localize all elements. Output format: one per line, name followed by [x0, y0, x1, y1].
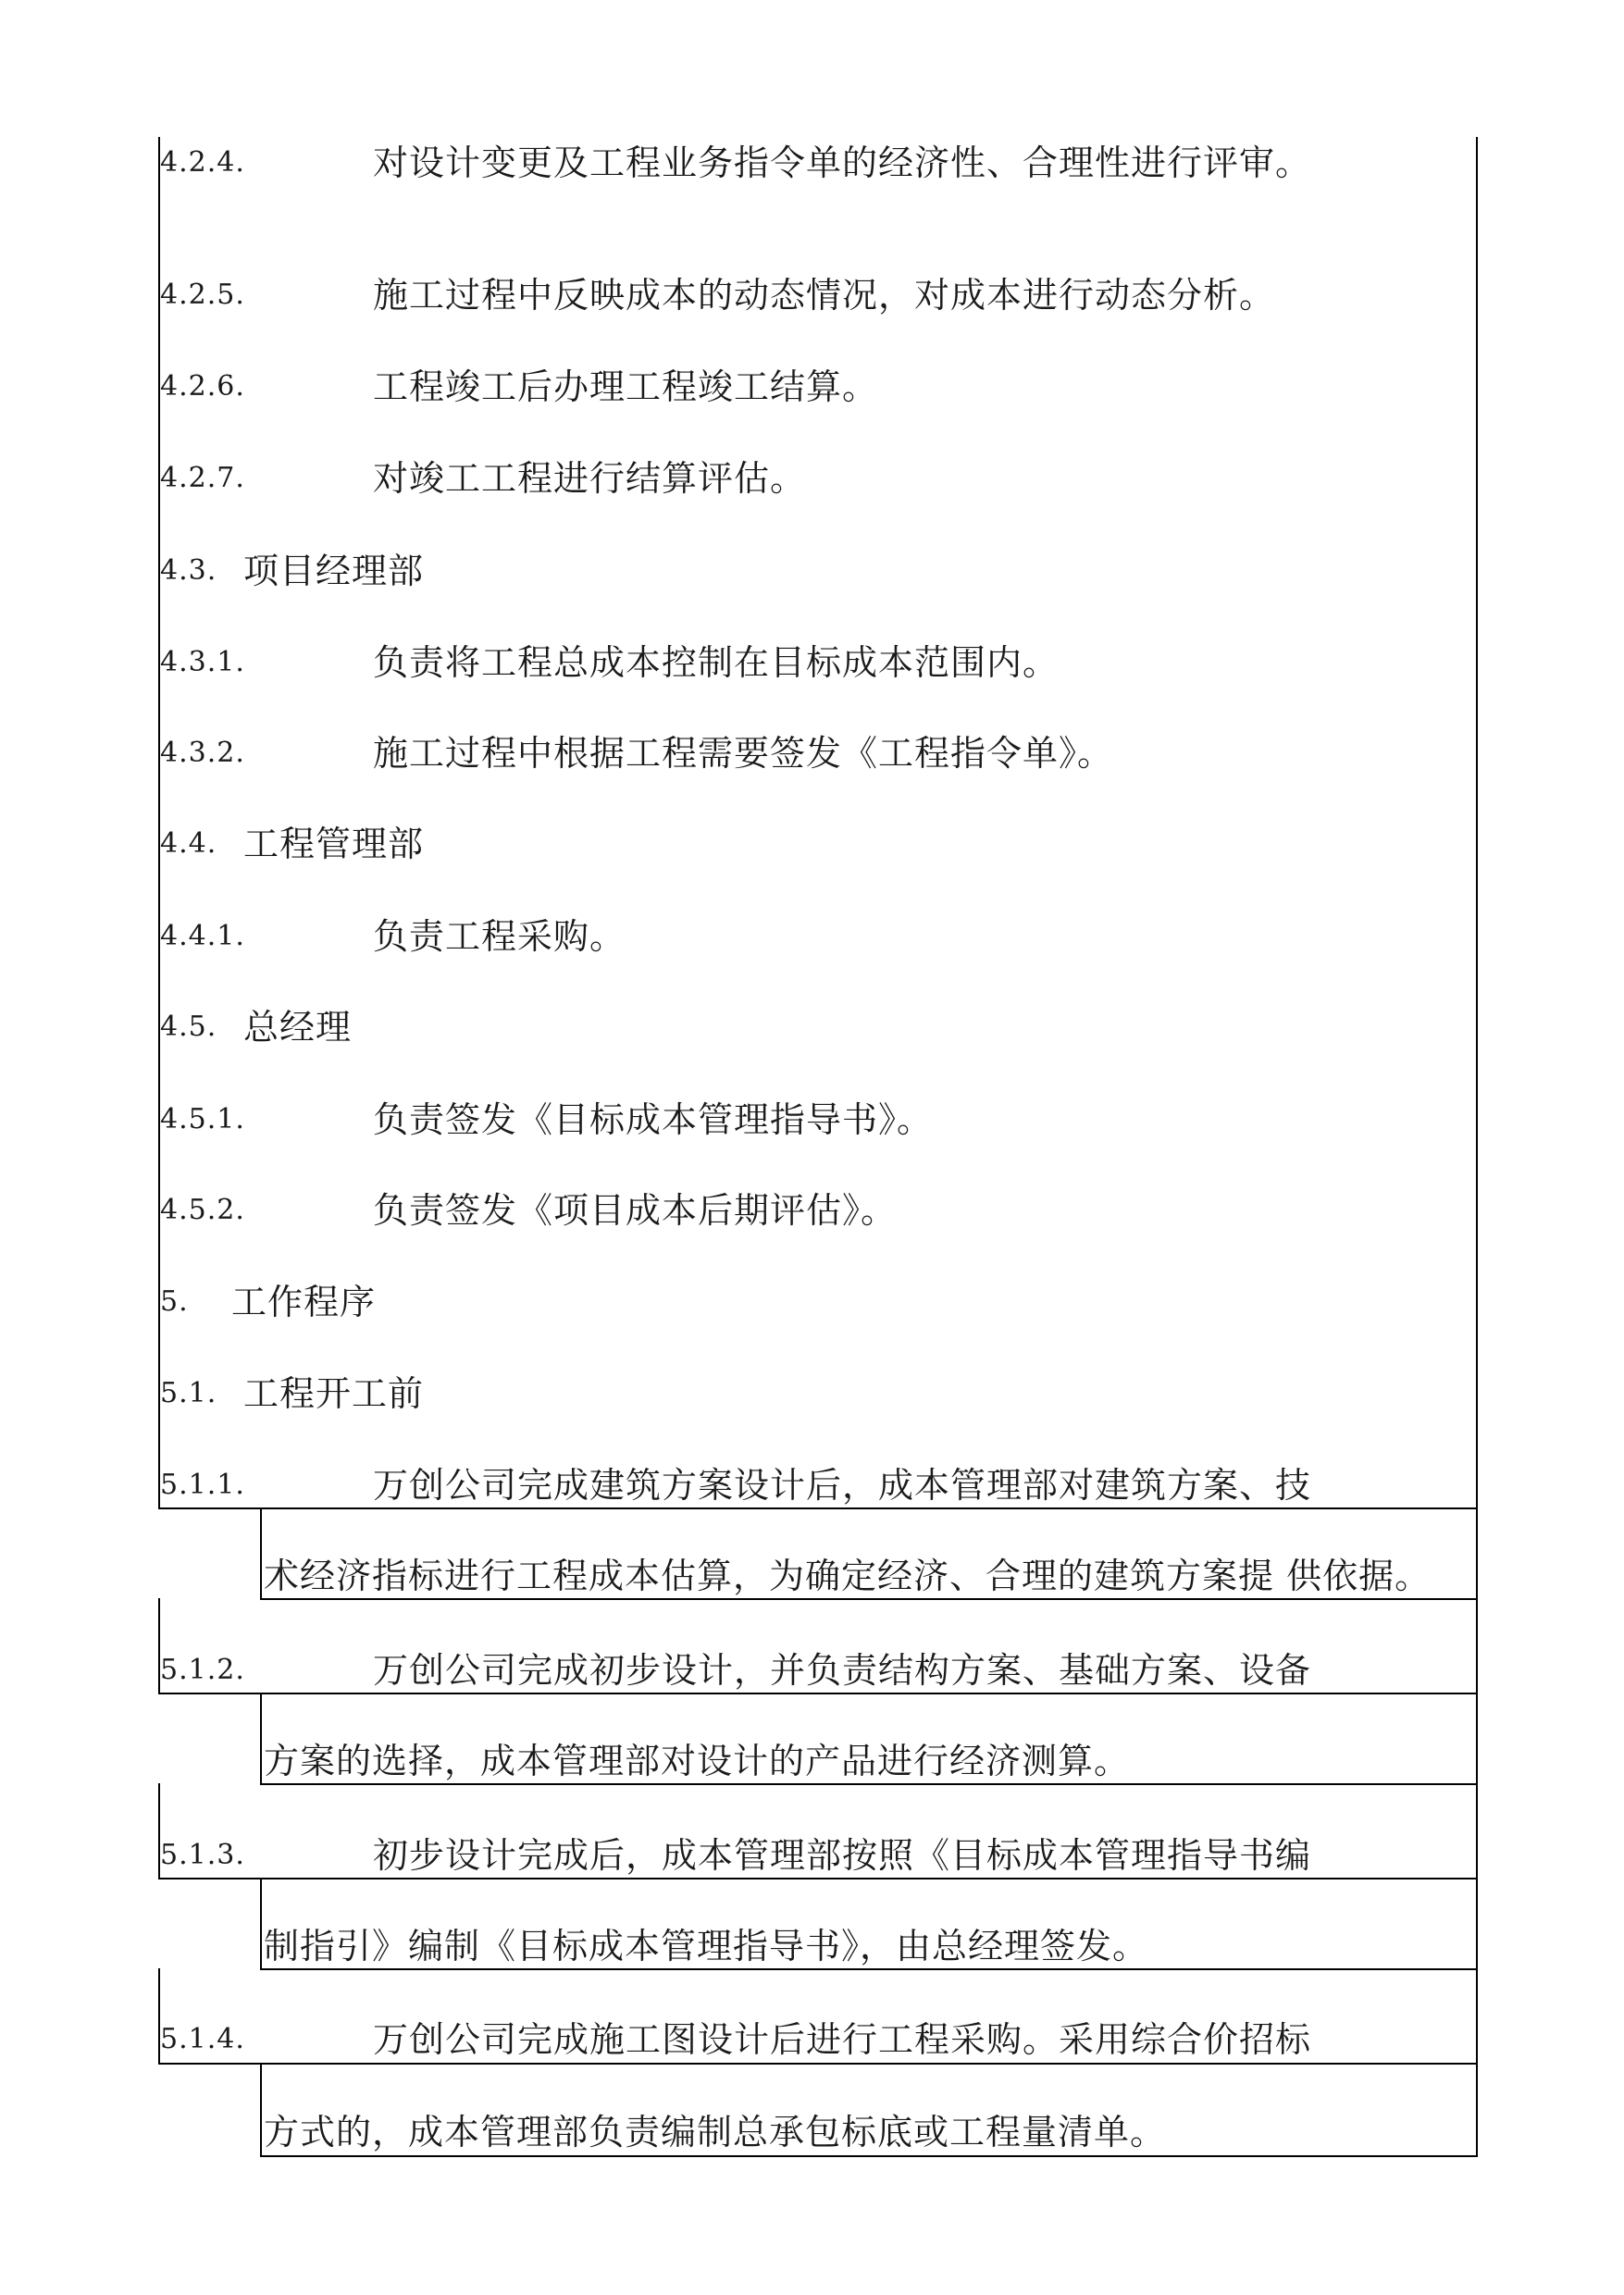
clause-text: 负责工程采购。 — [373, 916, 626, 957]
right-border-line — [1476, 1693, 1478, 1785]
clause-text: 工程竣工后办理工程竣工结算。 — [373, 366, 879, 407]
clause-number: 5.1.2. — [160, 1654, 245, 1686]
section-number: 5.1. — [160, 1377, 217, 1409]
clause-number: 4.2.7. — [160, 462, 245, 494]
clause-number: 5.1.4. — [160, 2023, 245, 2055]
clause-text-line1: 万创公司完成建筑方案设计后，成本管理部对建筑方案、技 — [373, 1465, 1312, 1506]
section-number: 4.4. — [160, 827, 217, 860]
section-heading: 工程开工前 — [243, 1373, 425, 1414]
clause-text-line2: 方式的，成本管理部负责编制总承包标底或工程量清单。 — [264, 2112, 1167, 2152]
row-line — [158, 2063, 1478, 2065]
clause-text-line1: 万创公司完成施工图设计后进行工程采购。采用综合价招标 — [373, 2019, 1312, 2060]
clause-number: 4.5.2. — [160, 1194, 245, 1226]
indent-border-line — [260, 1507, 262, 1600]
clause-text: 负责将工程总成本控制在目标成本范围内。 — [373, 642, 1060, 683]
clause-text: 对设计变更及工程业务指令单的经济性、合理性进行评审。 — [373, 143, 1312, 183]
clause-number: 4.5.1. — [160, 1103, 245, 1135]
row-line — [260, 1968, 1478, 1970]
right-border-line — [1476, 1878, 1478, 1970]
section-heading: 工作程序 — [231, 1282, 377, 1322]
clause-text-line1: 万创公司完成初步设计，并负责结构方案、基础方案、设备 — [373, 1650, 1312, 1691]
indent-border-line — [260, 1693, 262, 1785]
clause-number: 4.3.1. — [160, 646, 245, 678]
row-line — [260, 2155, 1478, 2157]
right-border-line — [1476, 1598, 1478, 1694]
clause-text-line2: 方案的选择，成本管理部对设计的产品进行经济测算。 — [264, 1741, 1131, 1781]
clause-text: 施工过程中根据工程需要签发《工程指令单》。 — [373, 733, 1114, 774]
row-line — [260, 1783, 1478, 1785]
section-heading: 总经理 — [243, 1007, 353, 1048]
clause-number: 5.1.3. — [160, 1839, 245, 1871]
clause-text: 负责签发《目标成本管理指导书》。 — [373, 1099, 934, 1140]
clause-number: 4.4.1. — [160, 920, 245, 952]
section-number: 5. — [160, 1285, 189, 1318]
right-border-line — [1476, 2063, 1478, 2157]
section-heading: 项目经理部 — [243, 551, 425, 591]
section-heading: 工程管理部 — [243, 824, 425, 864]
clause-text: 施工过程中反映成本的动态情况，对成本进行动态分析。 — [373, 275, 1276, 316]
right-border-line — [1476, 1507, 1478, 1600]
row-line — [158, 1507, 1478, 1509]
clause-text: 对竣工工程进行结算评估。 — [373, 458, 807, 499]
indent-border-line — [260, 1878, 262, 1970]
right-border-line — [1476, 1968, 1478, 2065]
clause-number: 4.2.6. — [160, 370, 245, 403]
clause-text-line2: 制指引》编制《目标成本管理指导书》，由总经理签发。 — [264, 1926, 1149, 1966]
section-number: 4.5. — [160, 1011, 217, 1043]
clause-number: 5.1.1. — [160, 1469, 245, 1501]
clause-number: 4.2.4. — [160, 146, 245, 179]
clause-number: 4.2.5. — [160, 279, 245, 311]
right-border-line — [1476, 137, 1478, 1509]
right-border-line — [1476, 1783, 1478, 1879]
indent-border-line — [260, 2063, 262, 2157]
clause-text: 负责签发《项目成本后期评估》。 — [373, 1190, 898, 1231]
row-line — [260, 1598, 1478, 1600]
clause-text-line1: 初步设计完成后，成本管理部按照《目标成本管理指导书编 — [373, 1835, 1312, 1876]
row-line — [158, 1693, 1478, 1694]
clause-number: 4.3.2. — [160, 737, 245, 769]
row-line — [158, 1878, 1478, 1879]
section-number: 4.3. — [160, 554, 217, 587]
clause-text-line2: 术经济指标进行工程成本估算，为确定经济、合理的建筑方案提 供依据。 — [264, 1556, 1432, 1596]
